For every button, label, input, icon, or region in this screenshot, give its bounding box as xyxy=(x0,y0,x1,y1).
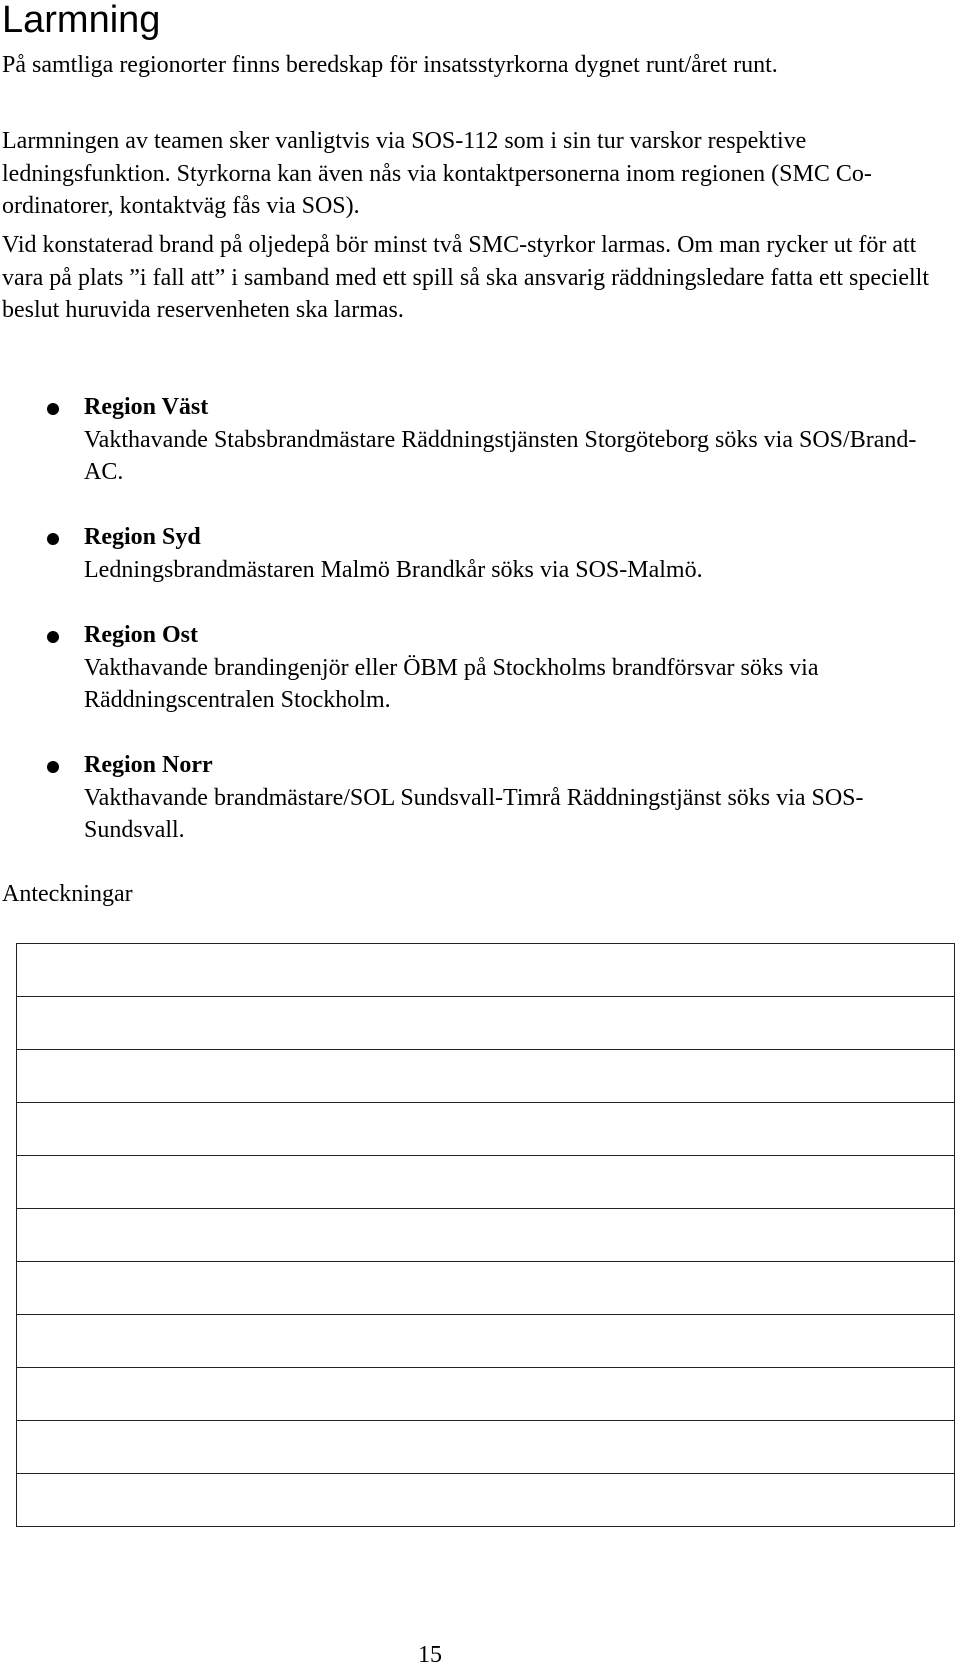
notes-cell xyxy=(17,1209,955,1262)
region-contact: Vakthavande brandmästare/SOL Sundsvall-Timrå Räddningstjänst söks via SOS-Sundsvall. xyxy=(84,784,864,843)
paragraph-depot-fire: Vid konstaterad brand på oljedepå bör minst två SMC-styrkor larmas. Om man rycker ut för att vara på plats ”i fall att” i samband med ett spill så ska ansvarig räddningsledare fatta ett speciellt beslut huruvida reservenheten ska larmas. xyxy=(2,232,929,323)
region-name: Region Norr xyxy=(84,752,213,778)
region-item xyxy=(84,619,954,717)
notes-cell xyxy=(17,1156,955,1209)
region-name: Region Ost xyxy=(84,622,198,648)
notes-row xyxy=(17,997,955,1050)
paragraph-alerting: Larmningen av teamen sker vanligtvis via SOS-112 som i sin tur varskor respektive ledningsfunktion. Styrkorna kan även nås via kontaktpersonerna inom regionen (SMC Co-ordinatorer, kontaktväg fås via SOS). xyxy=(2,128,872,219)
bullet-icon xyxy=(47,631,59,643)
region-contact: Vakthavande Stabsbrandmästare Räddningstjänsten Storgöteborg söks via SOS/Brand-AC. xyxy=(84,426,917,485)
region-item xyxy=(84,521,954,586)
region-contact: Vakthavande brandingenjör eller ÖBM på Stockholms brandförsvar söks via Räddningscentralen Stockholm. xyxy=(84,654,819,713)
notes-cell xyxy=(17,944,955,997)
region-item xyxy=(84,749,954,847)
notes-cell xyxy=(17,1103,955,1156)
notes-cell xyxy=(17,1368,955,1421)
region-contact: Ledningsbrandmästaren Malmö Brandkår söks via SOS-Malmö. xyxy=(84,556,703,583)
page-number: 15 xyxy=(418,1642,442,1668)
notes-table xyxy=(16,943,955,1527)
bullet-icon xyxy=(47,533,59,545)
region-item xyxy=(84,391,954,489)
notes-label: Anteckningar xyxy=(2,881,133,907)
notes-row xyxy=(17,1421,955,1474)
bullet-icon xyxy=(47,761,59,773)
notes-cell xyxy=(17,1315,955,1368)
region-name: Region Väst xyxy=(84,394,209,420)
notes-cell xyxy=(17,997,955,1050)
bullet-icon xyxy=(47,403,59,415)
notes-cell xyxy=(17,1050,955,1103)
notes-row xyxy=(17,1368,955,1421)
notes-cell xyxy=(17,1262,955,1315)
notes-row xyxy=(17,1209,955,1262)
notes-row xyxy=(17,1474,955,1527)
notes-cell xyxy=(17,1421,955,1474)
notes-row xyxy=(17,1050,955,1103)
page-title: Larmning xyxy=(2,0,161,41)
notes-row xyxy=(17,1156,955,1209)
notes-row xyxy=(17,1103,955,1156)
paragraph-availability: På samtliga regionorter finns beredskap för insatsstyrkorna dygnet runt/året runt. xyxy=(2,52,778,78)
notes-row xyxy=(17,944,955,997)
region-name: Region Syd xyxy=(84,524,201,550)
notes-cell xyxy=(17,1474,955,1527)
notes-row xyxy=(17,1262,955,1315)
notes-row xyxy=(17,1315,955,1368)
